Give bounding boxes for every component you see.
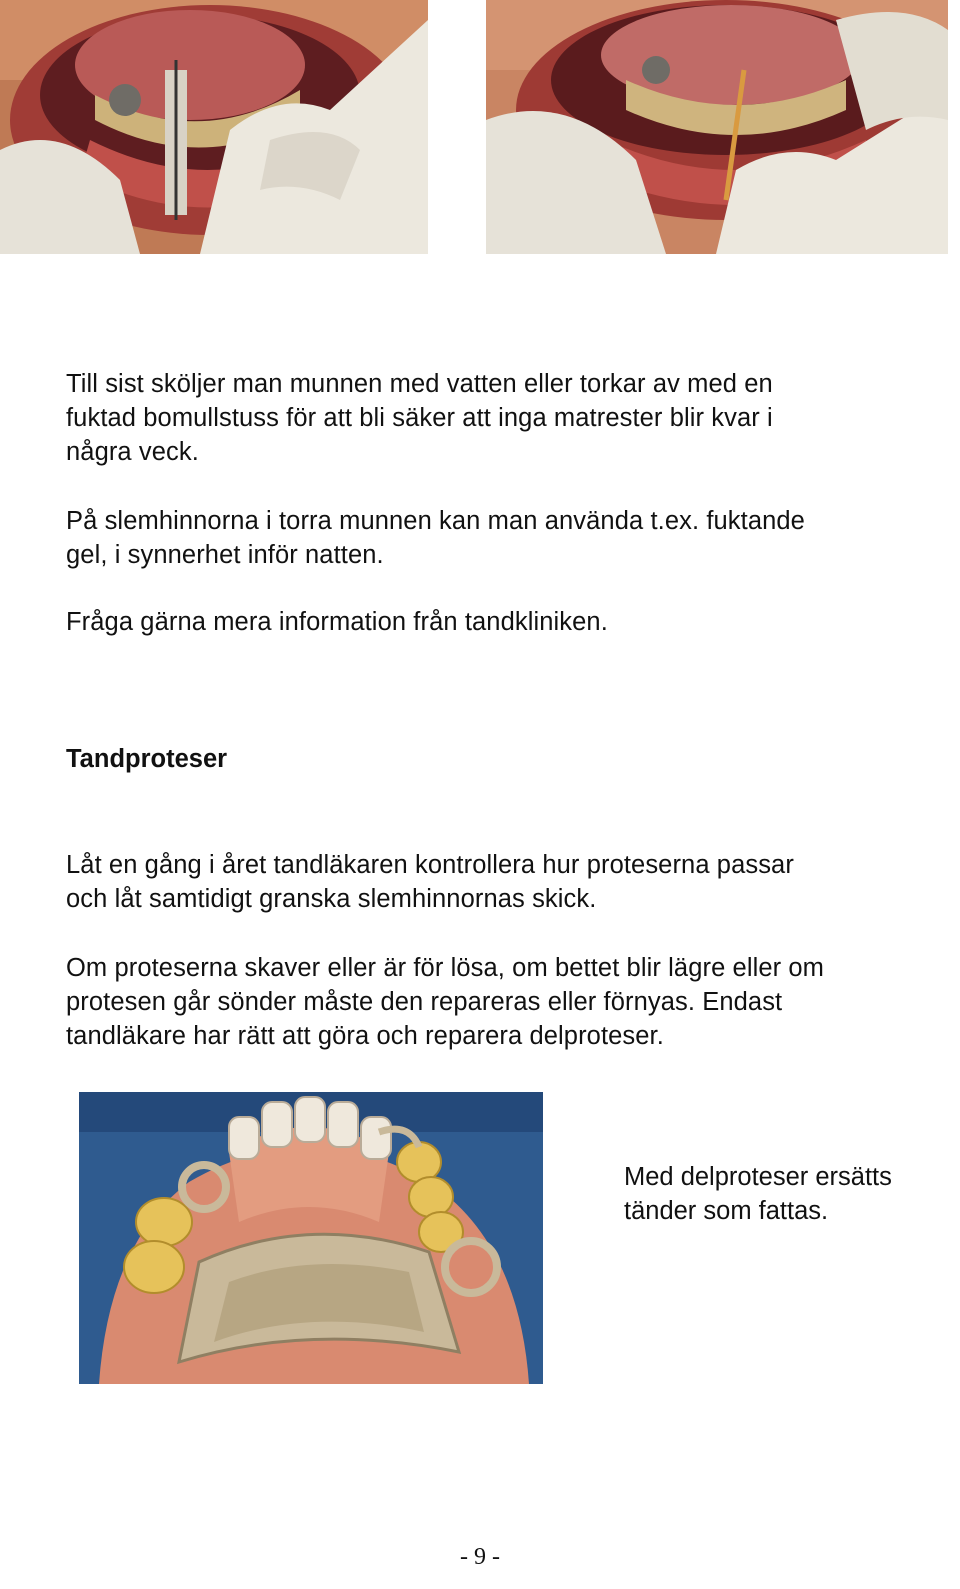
text-line: tandläkare har rätt att göra och reparera delproteser. <box>66 1022 664 1050</box>
text-line: Till sist sköljer man munnen med vatten eller torkar av med en <box>66 370 773 398</box>
text-line: några veck. <box>66 438 199 466</box>
paragraph-repair <box>66 951 956 1053</box>
photo-partial-denture <box>79 1092 543 1384</box>
paragraph-check <box>66 848 956 916</box>
text-line: tänder som fattas. <box>624 1197 829 1225</box>
paragraph-gel <box>66 504 956 572</box>
text-line: Låt en gång i året tandläkaren kontrollera hur proteserna passar <box>66 851 794 879</box>
text-line: och låt samtidigt granska slemhinnornas skick. <box>66 885 597 913</box>
text-line: På slemhinnorna i torra munnen kan man använda t.ex. fuktande <box>66 507 805 535</box>
photo-interdental-brush <box>0 0 428 254</box>
page-number: - 9 - <box>460 1544 500 1570</box>
paragraph-info <box>66 605 956 639</box>
text-line: Om proteserna skaver eller är för lösa, om bettet blir lägre eller om <box>66 954 825 982</box>
text-line: gel, i synnerhet inför natten. <box>66 541 384 569</box>
text-line: Med delproteser ersätts <box>624 1163 892 1191</box>
text-line: fuktad bomullstuss för att bli säker att inga matrester blir kvar i <box>66 404 773 432</box>
section-heading: Tandproteser <box>66 745 228 773</box>
text-line: protesen går sönder måste den repareras eller förnyas. Endast <box>66 988 783 1016</box>
denture-caption <box>624 1160 892 1228</box>
photo-toothpick <box>486 0 948 254</box>
paragraph-rinse <box>66 367 956 469</box>
text-line: Fråga gärna mera information från tandkliniken. <box>66 608 608 636</box>
